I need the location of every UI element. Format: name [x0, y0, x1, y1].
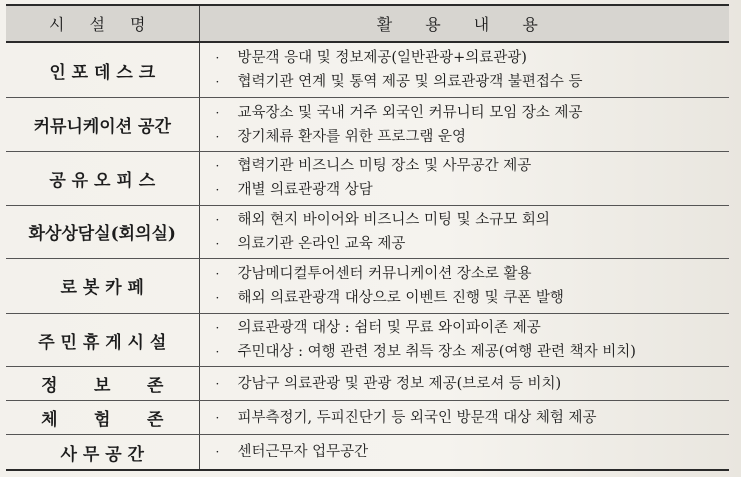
usage-item-text: 강남구 의료관광 및 관광 정보 제공(브로셔 등 비치): [237, 375, 562, 392]
bullet: ·: [215, 266, 220, 281]
usage-item-text: 장기체류 환자를 위한 프로그램 운영: [237, 128, 467, 145]
bullet: ·: [215, 75, 220, 90]
bullet: ·: [215, 376, 220, 391]
usage-item-text: 주민대상 : 여행 관련 정보 취득 장소 제공(여행 관련 책자 비치): [237, 344, 636, 361]
usage-content-header: 활 용 내 용: [199, 5, 729, 42]
usage-item: [216, 70, 730, 94]
bullet: ·: [215, 290, 220, 305]
usage-item-text: 해외 현지 바이어와 비즈니스 미팅 및 소규모 회의: [237, 211, 550, 228]
usage-item: [216, 125, 730, 149]
table-row: [6, 367, 729, 401]
usage-items: [199, 435, 729, 470]
usage-item: [216, 406, 730, 430]
usage-items: [199, 205, 729, 259]
table-row: [6, 98, 729, 152]
bullet: ·: [215, 183, 220, 198]
facility-name: 로 봇 카 페: [6, 259, 199, 314]
usage-item-text: 의료관광객 대상 : 쉼터 및 무료 와이파이존 제공: [237, 320, 541, 337]
usage-item-text: 협력기관 비즈니스 미팅 장소 및 사무공간 제공: [237, 158, 532, 175]
usage-item-text: 강남메디컬투어센터 커뮤니케이션 장소로 활용: [237, 265, 532, 282]
usage-item: [216, 286, 730, 310]
facility-name: 인 포 데 스 크: [6, 42, 199, 98]
usage-item-text: 교육장소 및 국내 거주 외국인 커뮤니티 모임 장소 제공: [237, 104, 583, 121]
usage-item-text: 의료기관 온라인 교육 제공: [237, 235, 406, 252]
facility-name-header: 시 설 명: [6, 5, 199, 42]
table-row: [6, 42, 729, 98]
bullet: ·: [215, 345, 220, 360]
facility-name: 공 유 오 피 스: [6, 151, 199, 205]
usage-item: [216, 154, 730, 178]
bullet: ·: [215, 236, 220, 251]
bullet: ·: [215, 410, 220, 425]
usage-items: [199, 98, 729, 152]
usage-item: [216, 372, 730, 396]
facility-name: [6, 401, 199, 435]
bullet: ·: [215, 105, 220, 120]
usage-items: [199, 42, 729, 98]
bullet: ·: [215, 212, 220, 227]
usage-item: [216, 101, 730, 125]
table-row: [6, 313, 729, 367]
table-row: [6, 401, 729, 435]
bullet: ·: [215, 159, 220, 174]
usage-item: [216, 340, 730, 364]
table-row: [6, 151, 729, 205]
facility-name: 화상상담실(회의실): [6, 205, 199, 259]
usage-item-text: 해외 의료관광객 대상으로 이벤트 진행 및 쿠폰 발행: [237, 289, 564, 306]
usage-items: [199, 367, 729, 401]
usage-item-text: 개별 의료관광객 상담: [237, 182, 373, 199]
bullet: ·: [215, 129, 220, 144]
facility-name-text: 정 보 존: [41, 376, 179, 397]
usage-item: [216, 316, 730, 340]
table-row: [6, 259, 729, 314]
table-header-row: [6, 5, 729, 42]
bullet: ·: [215, 445, 220, 460]
usage-items: [199, 151, 729, 205]
usage-item: [216, 208, 730, 232]
table-row: [6, 435, 729, 470]
bullet: ·: [215, 321, 220, 336]
usage-item: [216, 46, 730, 70]
facility-name: 사 무 공 간: [6, 435, 199, 470]
bullet: ·: [215, 51, 220, 66]
table-row: [6, 205, 729, 259]
facility-name-text: 체 험 존: [41, 410, 179, 431]
usage-item-text: 피부측정기, 두피진단기 등 외국인 방문객 대상 체험 제공: [237, 409, 597, 426]
usage-item: [216, 178, 730, 202]
usage-item: [216, 232, 730, 256]
facility-name: 주 민 휴 게 시 설: [6, 313, 199, 367]
facility-name: 커뮤니케이션 공간: [6, 98, 199, 152]
facility-usage-table: [6, 4, 729, 471]
usage-items: [199, 259, 729, 314]
usage-item-text: 방문객 응대 및 정보제공(일반관광+의료관광): [237, 50, 527, 67]
facility-name: [6, 367, 199, 401]
usage-item: [216, 262, 730, 286]
usage-item: [216, 440, 730, 464]
usage-items: [199, 401, 729, 435]
usage-item-text: 센터근무자 업무공간: [237, 444, 369, 461]
usage-items: [199, 313, 729, 367]
usage-item-text: 협력기관 연계 및 통역 제공 및 의료관광객 불편접수 등: [237, 74, 583, 91]
